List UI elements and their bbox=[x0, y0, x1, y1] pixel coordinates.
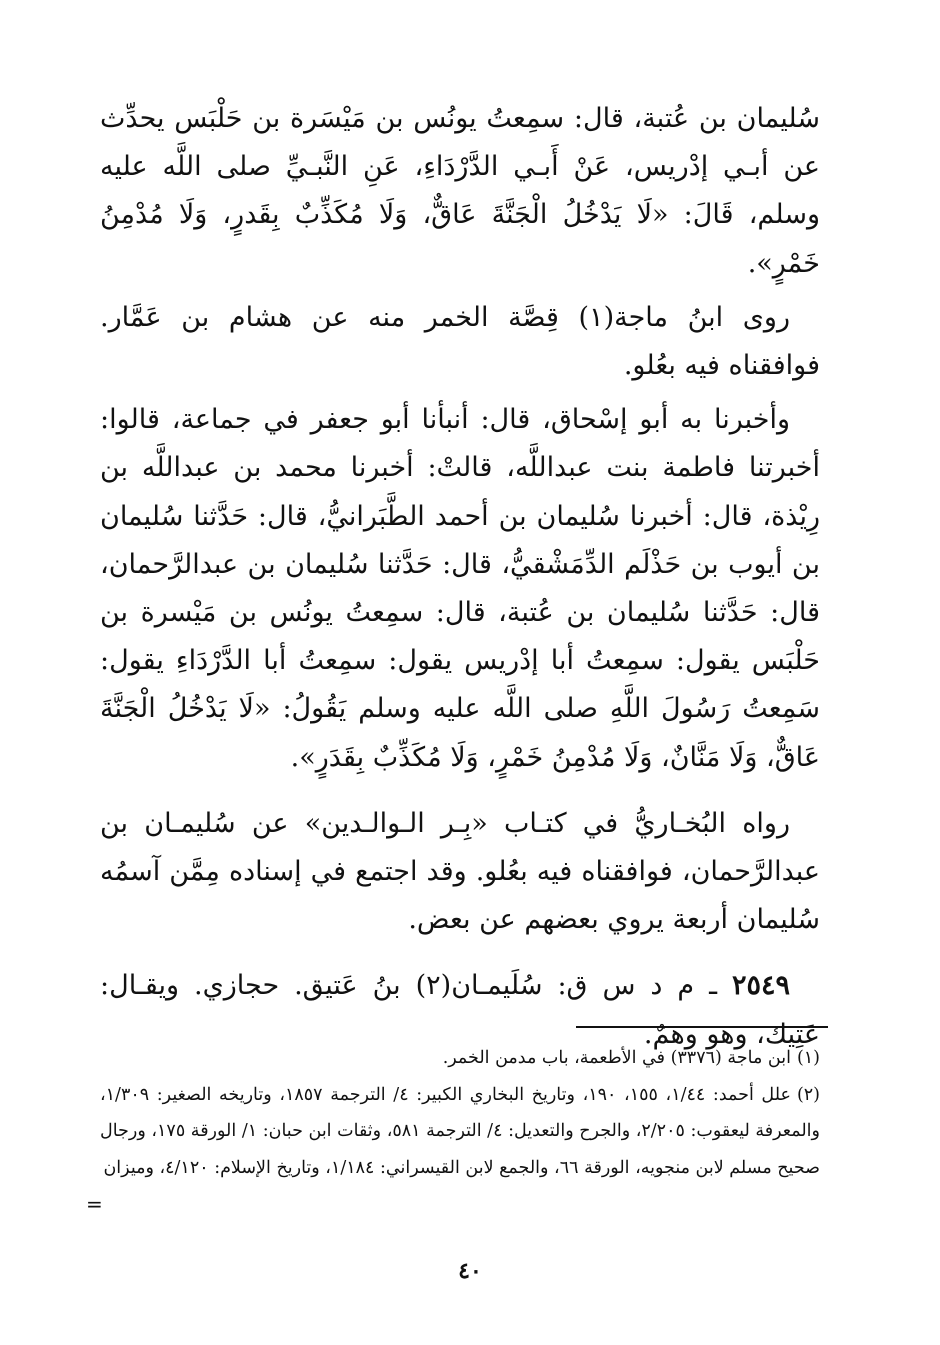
main-text bbox=[100, 95, 820, 1059]
entry-text: ـ م د س ق: سُلَيمـان(٢) بنُ عَتيق. حجازي. ويقـال: عَتِيك، وهو وهمٌ. bbox=[100, 970, 820, 1050]
footnote-marker: (٢) bbox=[796, 1084, 820, 1105]
footnotes bbox=[100, 1040, 820, 1186]
footnote bbox=[100, 1040, 820, 1077]
footnote-text: علل أحمد: ١/٤٤، ١٥٥، ١٩٠، وتاريخ البخاري الكبير: ٤/ الترجمة ١٨٥٧، وتاريخه الصغير: ١/٣٠٩، والمعرفة ليعقوب: ٢/٢٠٥، والجرح والتعديل: ٤/ الترجمة ٥٨١، وثقات ابن حبان: ١/ الورقة ١٧٥، ورجال صحيح مسلم لابن منجويه، الورقة ٦٦، والجمع لابن القيسراني: ١/١٨٤، وتاريخ الإسلام: ٤/١٢٠، وميزان bbox=[100, 1084, 820, 1178]
page-number: ٤٠ bbox=[458, 1258, 482, 1284]
paragraph: سُليمان بن عُتبة، قال: سمِعتُ يونُس بن مَيْسَرة بن حَلْبَس يحدِّث عن أبـي إدْريس، عَنْ أَبـي الدَّرْدَاءِ، عَنِ النَّبـيِّ صلى اللَّه عليه وسلم، قَالَ: «لَا يَدْخُلُ الْجَنَّةَ عَاقٌّ، وَلَا مُكَذِّبٌ بِقَدرٍ، وَلَا مُدْمِنُ خَمْرٍ». bbox=[100, 103, 820, 279]
entry-number: ٢٥٤٩ bbox=[731, 970, 790, 1002]
paragraph: وأخبرنا به أبو إسْحاق، قال: أنبأنا أبو جعفر في جماعة، قالوا: أخبرتنا فاطمة بنت عبداللَّه، قالتْ: أخبرنا محمد بن عبداللَّه بن رِيْذة، قال: أخبرنا سُليمان بن أحمد الطَّبَرانيُّ، قال: حَدَّثنا سُليمان بن أيوب بن حَذْلَم الدِّمَشْقيُّ، قال: حَدَّثنا سُليمان بن عبدالرَّحمان، قال: حَدَّثنا سُليمان بن عُتبة، قال: سمِعتُ يونُس بن مَيْسرة بن حَلْبَس يقول: سمِعتُ أبا إدْريس يقول: سمِعتُ أبا الدَّرْدَاءِ يقول: سَمِعتُ رَسُولَ اللَّهِ صلى اللَّه عليه وسلم يَقُولُ: «لَا يَدْخُلُ الْجَنَّةَ عَاقٌّ، وَلَا مَنَّانٌ، وَلَا مُدْمِنُ خَمْرٍ، وَلَا مُكَذِّبٌ بِقَدَرٍ». bbox=[100, 404, 820, 773]
footnote bbox=[100, 1077, 820, 1187]
footnote-separator bbox=[576, 1026, 828, 1028]
paragraph: رواه البُخـاريُّ في كتـاب «بِـر الـوالـدين» عن سُليمـان بن عبدالرَّحمان، فوافقناه فيه بعُلو. وقد اجتمع في إسناده مِمَّن آسمُه سُليمان أربعة يروي بعضهم عن بعض. bbox=[100, 807, 820, 936]
footnote-text: ابن ماجة (٣٣٧٦) في الأطعمة، باب مدمن الخمر. bbox=[442, 1048, 791, 1068]
paragraph: روى ابنُ ماجة(١) قِصَّة الخمر منه عن هشام بن عَمَّار. فوافقناه فيه بعُلو. bbox=[100, 301, 820, 382]
continuation-mark: = bbox=[86, 1192, 103, 1216]
footnote-marker: (١) bbox=[796, 1048, 820, 1068]
